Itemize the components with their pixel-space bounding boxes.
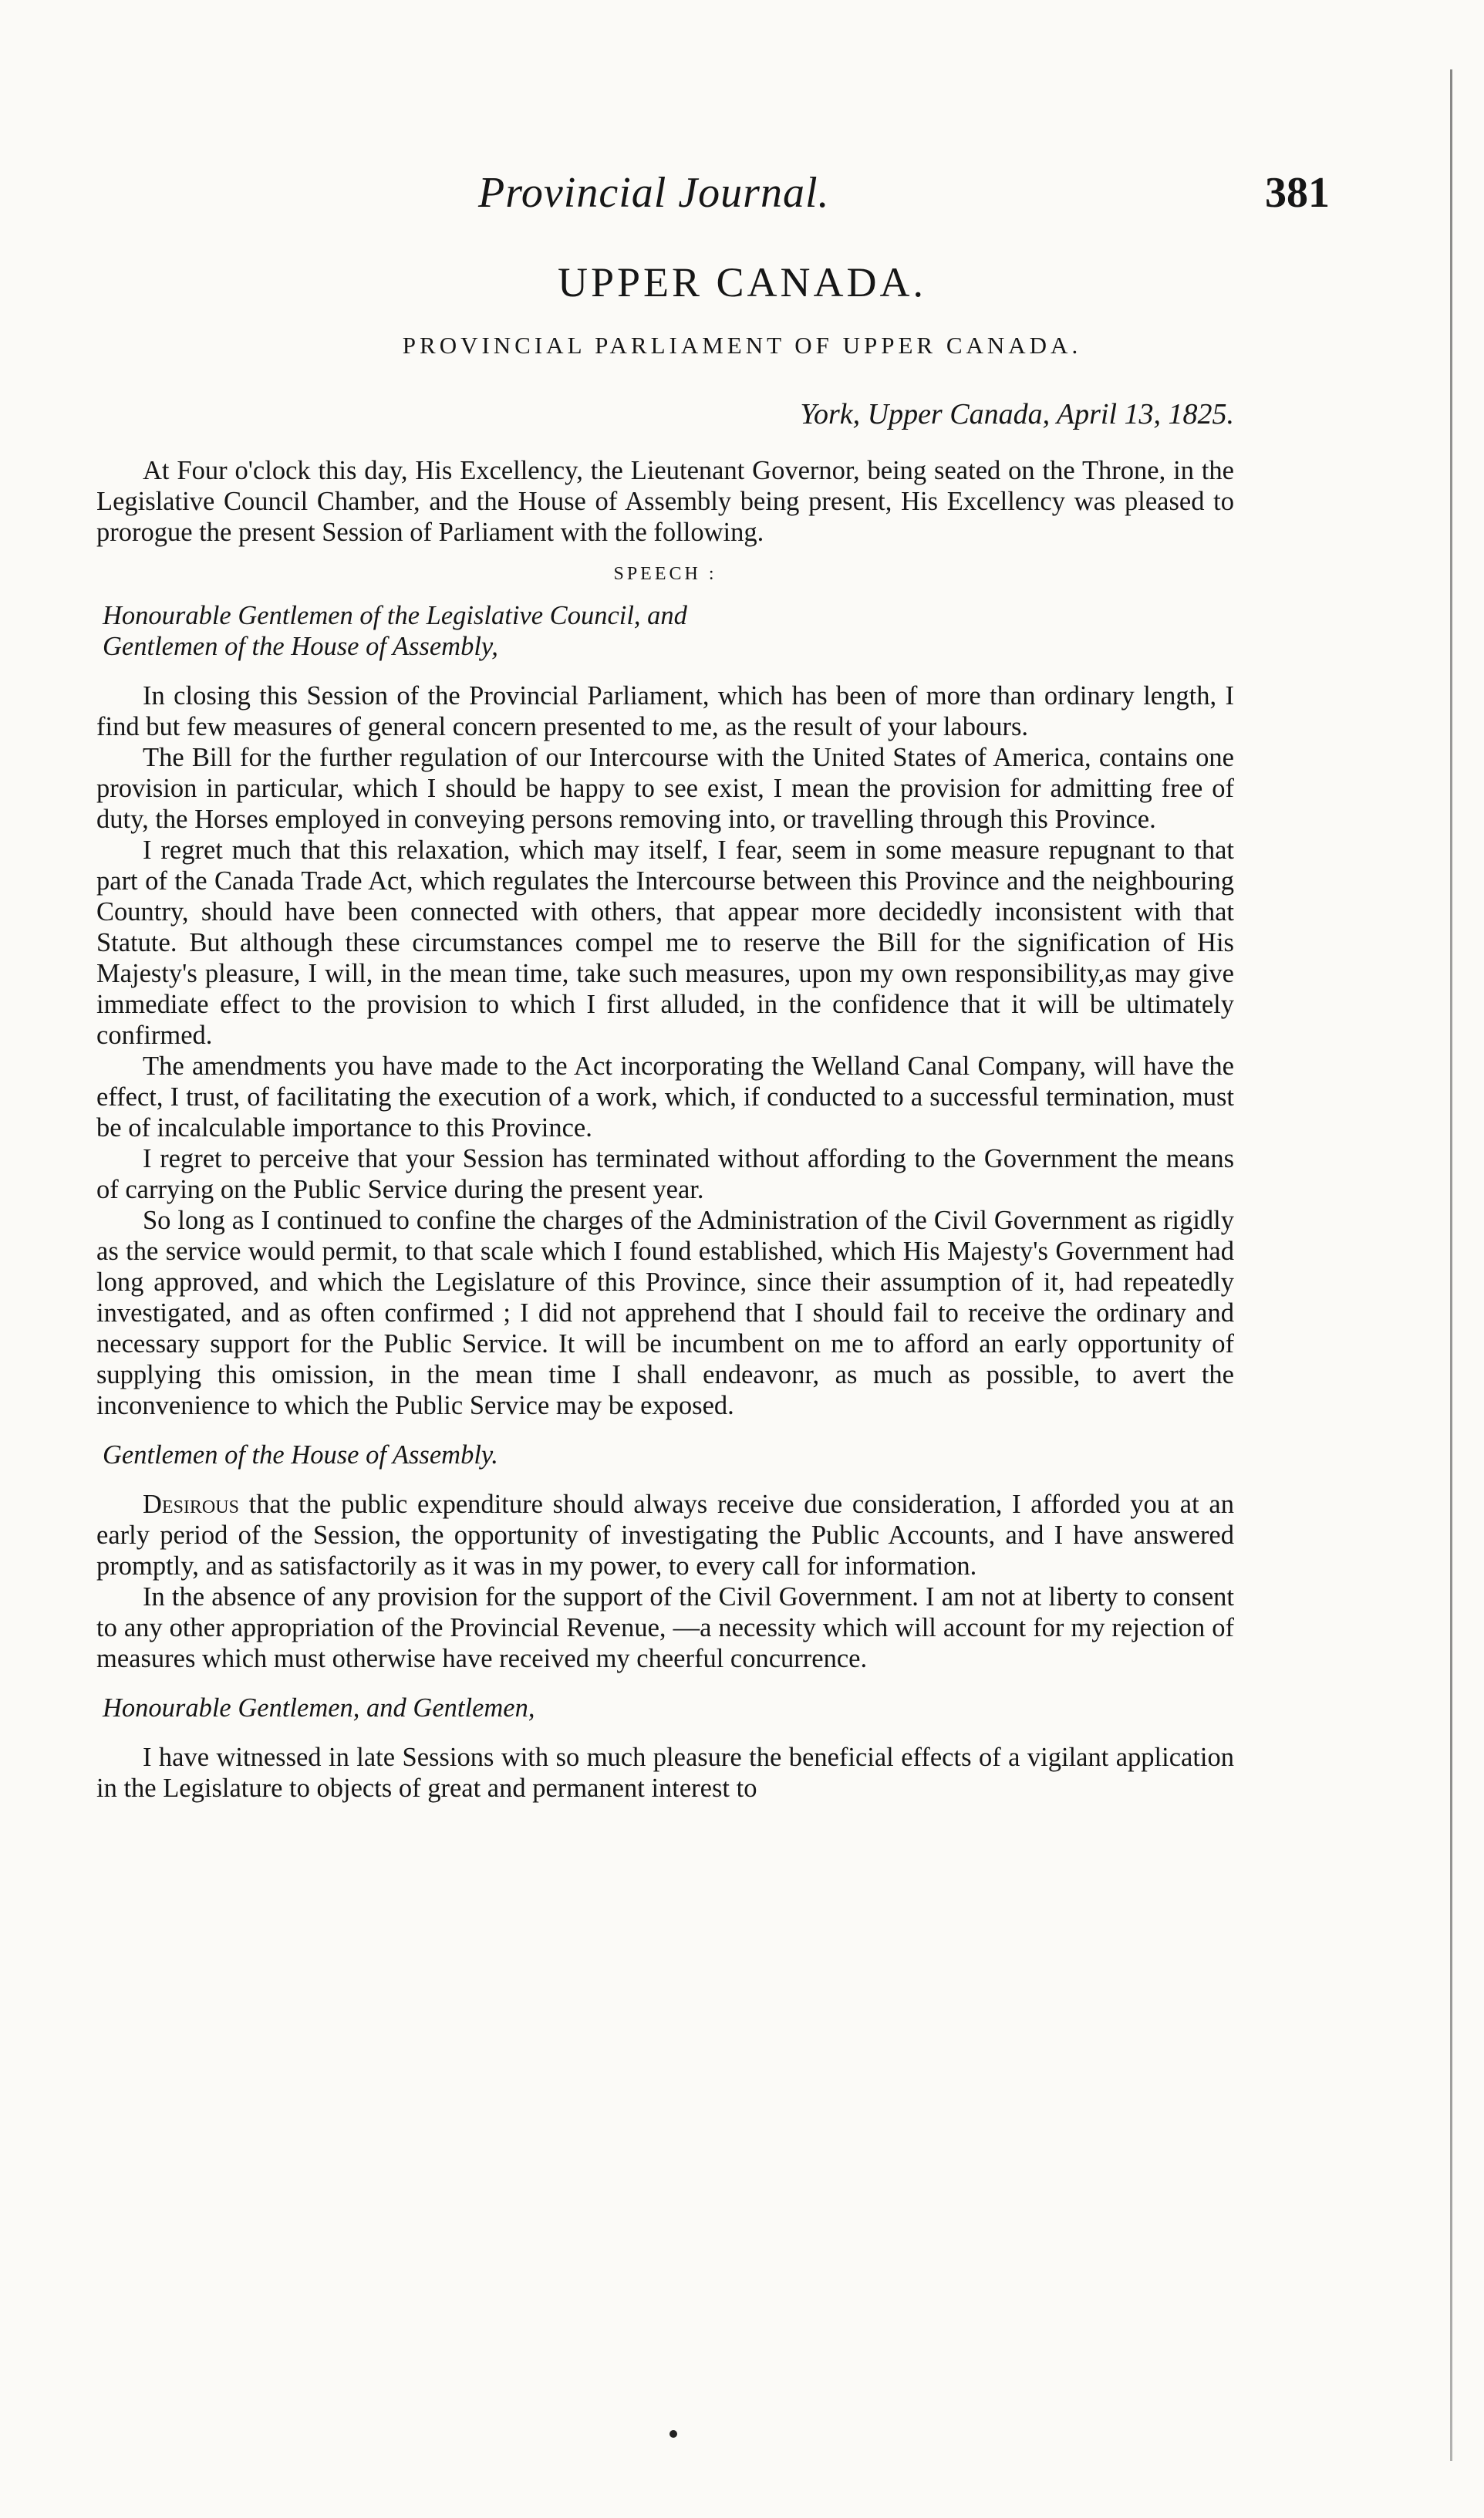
paragraph: I regret much that this relaxation, which may itself, I fear, seem in some measure repugnant to that part of the Canada Trade Act, which regulates the Intercourse between this Province and the neighbouring Country, should have been connected with others, that appear more decidedly inconsistent with that Statute. But although these circumstances compel me to reserve the Bill for the signification of His Majesty's pleasure, I will, in the mean time, take such measures, upon my own responsibility,as may give immediate effect to the provision to which I first alluded, in the confidence that it will be ultimately confirmed. [96, 835, 1234, 1050]
paragraph: In the absence of any provision for the support of the Civil Government. I am not at liberty to consent to any other appropriation of the Provincial Revenue, —a necessity which will account for my rejection of measures which must otherwise have received my cheerful concurrence. [96, 1582, 1234, 1673]
paragraph-opening: At Four o'clock this day, His Excellency, the Lieutenant Governor, being seated on the Throne, in the Legislative Council Chamber, and the House of Assembly being present, His Excellency was pleased to prorogue the present Session of Parliament with the following. [96, 456, 1234, 547]
page-number: 381 [1265, 169, 1330, 217]
paragraph: So long as I continued to confine the charges of the Administration of the Civil Government as rigidly as the service would permit, to that scale which I found established, which His Majesty's Government had long approved, and which the Legislature of this Province, since their assumption of it, had repeatedly investigated, and as often confirmed ; I did not apprehend that I should fail to receive the ordinary and necessary support for the Public Service. It will be incumbent on me to afford an early opportunity of supplying this omission, in the mean time I shall endeavonr, as much as possible, to avert the inconvenience to which the Public Service may be exposed. [96, 1206, 1234, 1420]
page-subtitle: PROVINCIAL PARLIAMENT OF UPPER CANADA. [402, 332, 1082, 359]
speech-label: SPEECH : [613, 564, 717, 584]
address-line: Gentlemen of the House of Assembly. [103, 1440, 498, 1470]
address-line: Honourable Gentlemen, and Gentlemen, [103, 1693, 535, 1723]
paragraph: The amendments you have made to the Act incorporating the Welland Canal Company, will have the effect, I trust, of facilitating the execution of a work, which, if conducted to a successful termination, must be of incalculable importance to this Province. [96, 1051, 1234, 1143]
paragraph-lead-word: Desirous [143, 1490, 239, 1519]
page-edge-shadow [1450, 69, 1452, 2461]
page-title: UPPER CANADA. [557, 259, 927, 305]
address-line: Gentlemen of the House of Assembly, [103, 632, 498, 661]
paragraph: The Bill for the further regulation of our Intercourse with the United States of America, contains one provision in particular, which I should be happy to see exist, I mean the provision for admitting free of duty, the Horses employed in conveying persons removing into, or travelling through this Province. [96, 743, 1234, 834]
ink-speck [669, 2430, 677, 2438]
body-text [96, 455, 1234, 1804]
paragraph: In closing this Session of the Provincial Parliament, which has been of more than ordinary length, I find but few measures of general concern presented to me, as the result of your labours. [96, 681, 1234, 741]
paragraph: I have witnessed in late Sessions with so much pleasure the beneficial effects of a vigilant application in the Legislature to objects of great and permanent interest to [96, 1743, 1234, 1803]
address-line: Honourable Gentlemen of the Legislative Council, and [103, 601, 687, 630]
paragraph: I regret to perceive that your Session has terminated without affording to the Government the means of carrying on the Public Service during the present year. [96, 1144, 1234, 1204]
paragraph [96, 1489, 1234, 1581]
running-head: Provincial Journal. [478, 169, 830, 217]
paragraph-text: that the public expenditure should always receive due consideration, I afforded you at an early period of the Session, the opportunity of investigating the Public Accounts, and I have answered promptly, and as satisfactorily as it was in my power, to every call for information. [96, 1490, 1234, 1581]
dateline: York, Upper Canada, April 13, 1825. [800, 398, 1234, 430]
